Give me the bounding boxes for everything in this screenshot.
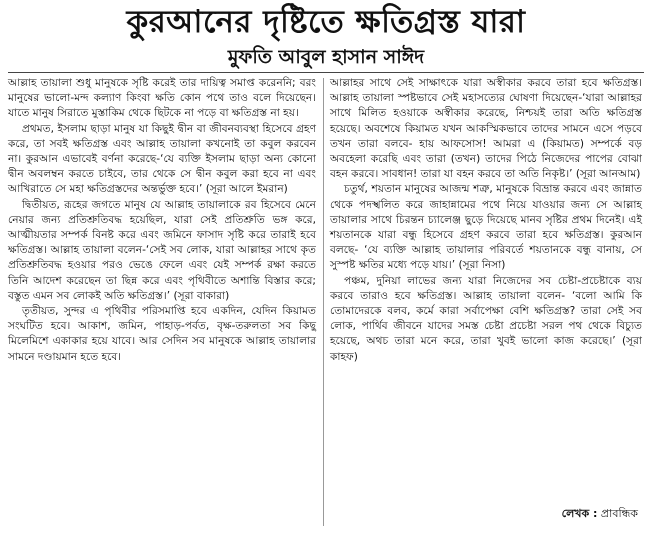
header-divider xyxy=(8,72,644,73)
paragraph-first-point: প্রথমত, ইসলাম ছাড়া মানুষ যা কিছুই দ্বীন বা জীবনব্যবস্থা হিসেবে গ্রহণ করে, তা সবই ক্ষতিগ্রস্ত এবং আল্লাহ তায়ালা কখনোই তা কবুল করবেন না। কুরআন এভাবেই বর্ণনা করেছে-‘যে ব্যক্তি ইসলাম ছাড়া অন্য কোনো দ্বীন অবলম্বন করতে চাইবে, তার থেকে সে দ্বীন কবুল করা হবে না এবং আখিরাতে সে মহা ক্ষতিগ্রস্তদের অন্তর্ভুক্ত হবে।’ (সূরা আলে ইমরান) xyxy=(8,122,316,196)
left-column xyxy=(8,76,316,365)
paragraph-second-point: দ্বিতীয়ত, রূহের জগতে মানুষ যে আল্লাহ তায়ালাকে রব হিসেবে মেনে নেয়ার জন্য প্রতিশ্রুতিবদ্ধ হয়েছিল, যারা সেই প্রতিশ্রুতি ভঙ্গ করে, আত্মীয়তার সম্পর্ক বিনষ্ট করে এবং জমিনে ফাসাদ সৃষ্টি করে তারাই হবে ক্ষতিগ্রস্ত। আল্লাহ তায়ালা বলেন-‘সেই সব লোক, যারা আল্লাহর সাথে কৃত প্রতিশ্রুতিবদ্ধ হওয়ার পরও ভেঙে ফেলে এবং যেই সম্পর্ক রক্ষা করতে তিনি আদেশ করেছেন তা ছিন্ন করে এবং পৃথিবীতে অশান্তি বিস্তার করে; বস্তুত এমন সব লোকই অতি ক্ষতিগ্রস্ত।’ (সূরা বাকারা) xyxy=(8,198,316,302)
article-title: কুরআনের দৃষ্টিতে ক্ষতিগ্রস্ত যারা xyxy=(126,4,526,40)
paragraph-fifth-point: পঞ্চম, দুনিয়া লাভের জন্য যারা নিজেদের সব চেষ্টা-প্রচেষ্টাকে ব্যয় করবে তারাও হবে ক্ষতিগ্রস্ত। আল্লাহ তায়ালা বলেন- ‘বলো আমি কি তোমাদেরকে বলব, কর্মে কারা সর্বাপেক্ষা বেশি ক্ষতিগ্রস্ত? তারা সেই সব লোক, পার্থিব জীবনে যাদের সমস্ত চেষ্টা প্রচেষ্টা সরল পথ থেকে বিচ্যুত হয়েছে, অথচ তারা মনে করে, তারা খুবই ভালো কাজ করেছে।’ (সূরা কাহফ) xyxy=(330,274,642,363)
paragraph-third-point-continued: আল্লাহর সাথে সেই সাক্ষাৎকে যারা অস্বীকার করবে তারা হবে ক্ষতিগ্রস্ত। আল্লাহ তায়ালা স্পষ্টভাবে সেই মহাসত্যের ঘোষণা দিয়েছেন-‘যারা আল্লাহর সাথে মিলিত হওয়াকে অস্বীকার করেছে, নিশ্চয়ই তারা অতি ক্ষতিগ্রস্ত হয়েছে। অবশেষে কিয়ামত যখন আকস্মিকভাবে তাদের সামনে এসে পড়বে তখন তারা বলবে- হায় আফসোস! আমরা এ (কিয়ামত) সম্পর্কে বড় অবহেলা করেছি এবং তারা (তখন) তাদের পিঠে নিজেদের পাপের বোঝা বহন করবে। সাবধান! তারা যা বহন করবে তা অতি নিকৃষ্ট।’ (সূরা আনআম) xyxy=(330,77,642,181)
column-divider xyxy=(323,78,324,526)
byline-label: লেখক : xyxy=(561,507,598,520)
right-column xyxy=(330,76,642,365)
article-byline xyxy=(562,506,638,522)
paragraph-fourth-point: চতুর্থ, শয়তান মানুষের আজন্ম শত্রু, মানুষকে বিভ্রান্ত করবে এবং জান্নাত থেকে পদস্খলিত করে জাহান্নামের পথে নিয়ে যাওয়ার জন্য সে আল্লাহ তায়ালার সাথে চিরন্তন চ্যালেঞ্জ ছুড়ে দিয়েছে মানব সৃষ্টির প্রথম দিনেই। এই শয়তানকে যারা বন্ধু হিসেবে গ্রহণ করবে তারা হবে ক্ষতিগ্রস্ত। কুরআন বলছে- ‘যে ব্যক্তি আল্লাহ তায়ালার পরিবর্তে শয়তানকে বন্ধু বানায়, সে সুস্পষ্ট ক্ষতির মধ্যে পড়ে যায়।’ (সূরা নিসা) xyxy=(330,183,642,272)
paragraph-intro: আল্লাহ তায়ালা শুধু মানুষকে সৃষ্টি করেই তার দায়িত্ব সমাপ্ত করেননি; বরং মানুষের ভালো-মন্দ কল্যাণ কিংবা ক্ষতি কোন পথে তাও বলে দিয়েছেন। যাতে মানুষ সিরাতে মুস্তাকিম থেকে ছিটকে না পড়ে বা ক্ষতিগ্রস্ত না হয়। xyxy=(8,77,316,120)
paragraph-third-point: তৃতীয়ত, সুন্দর এ পৃথিবীর পরিসমাপ্তি হবে একদিন, যেদিন কিয়ামত সংঘটিত হবে। আকাশ, জমিন, পাহাড়-পর্বত, বৃক্ষ-তরুলতা সব কিছু মিলেমিশে একাকার হয়ে যাবে। আর সেদিন সব মানুষকে আল্লাহ তায়ালার সামনে দণ্ডায়মান হতে হবে। xyxy=(8,305,316,363)
article-author: মুফতি আবুল হাসান সাঈদ xyxy=(227,46,425,68)
byline-value: প্রাবন্ধিক xyxy=(600,507,638,520)
